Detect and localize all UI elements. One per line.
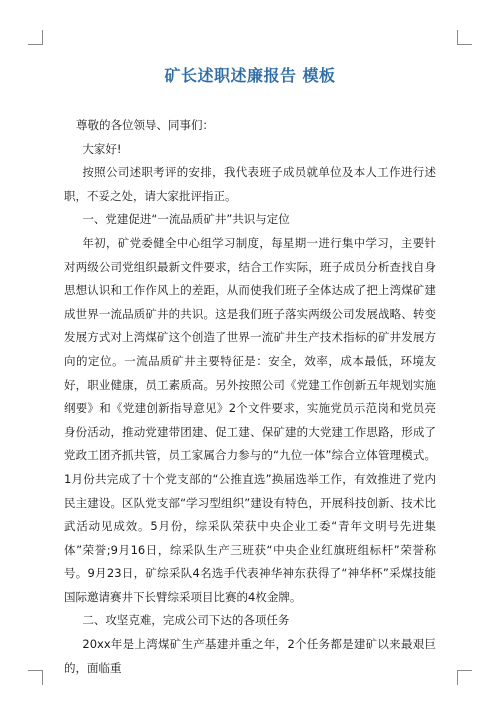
crop-mark-top-right — [457, 30, 472, 45]
crop-mark-top-left — [28, 30, 43, 45]
document-body — [64, 114, 436, 680]
section-1-paragraph: 年初，矿党委健全中心组学习制度，每星期一进行集中学习，主要针对两级公司党组织最新文件要求，结合工作实际，班子成员分析查找自身思想认识和工作作风上的差距，从而使我们班子全体达成了把上湾煤矿建成世界一流品质矿井的共识。这是我们班子落实两级公司发展战略、转变发展方式对上湾煤矿这个创造了世界一流矿井生产技术指标的矿井发展方向的定位。一流品质矿井主要特征是：安全，效率，成本最低，环境友好，职业健康，员工素质高。另外按照公司《党建工作创新五年规划实施纲要》和《党建创新指导意见》2个文件要求，实施党员示范岗和党员亮身份活动，推动党建带团建、促工建、保矿建的大党建工作思路，形成了党政工团齐抓共管，员工家属合力参与的“九位一体”综合立体管理模式。1月份共完成了十个党支部的“公推直选”换届选举工作，有效推进了党内民主建设。区队党支部“学习型组织”建设有特色，开展科技创新、技术比武活动见成效。5月份，综采队荣获中央企业工委“青年文明号先进集体”荣誉;9月16日，综采队生产三班获“中央企业红旗班组标杆”荣誉称号。9月23日，矿综采队4名选手代表神华神东获得了“神华杯”采煤技能国际邀请赛井下长臂综采项目比赛的4枚金牌。 — [64, 235, 436, 604]
intro-paragraph: 按照公司述职考评的安排，我代表班子成员就单位及本人工作进行述职，不妥之处，请大家批评指正。 — [64, 165, 436, 203]
section-heading-2: 二、攻坚克难，完成公司下达的各项任务 — [82, 613, 290, 628]
salutation: 尊敬的各位领导、同事们： — [76, 118, 214, 132]
section-2-paragraph: 20xx年是上湾煤矿生产基建并重之年，2个任务都是建矿以来最艰巨的，面临重 — [64, 637, 436, 675]
greeting: 大家好! — [82, 141, 122, 156]
crop-mark-bottom-left — [28, 670, 43, 685]
section-heading-1: 一、党建促进“一流品质矿井”共识与定位 — [82, 212, 290, 227]
crop-mark-bottom-right — [457, 670, 472, 685]
document-title: 矿长述职述廉报告 模板 — [164, 66, 336, 85]
